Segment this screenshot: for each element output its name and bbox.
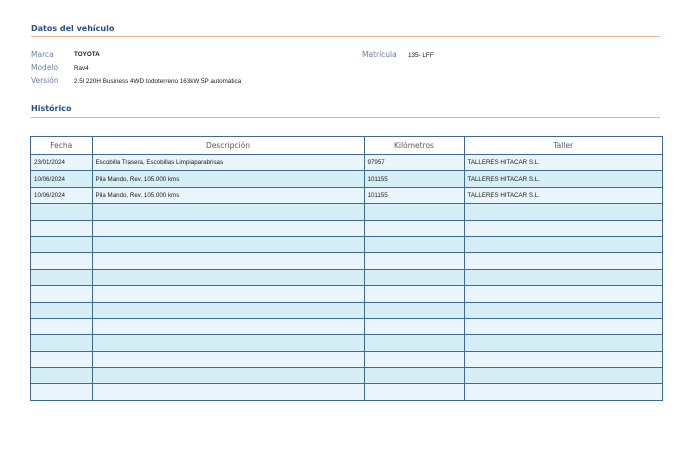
cell-fecha: 23/01/2024 [31, 155, 92, 171]
cell-descripcion [92, 253, 364, 269]
cell-kilometros [364, 368, 464, 384]
cell-descripcion [92, 318, 364, 334]
cell-taller [464, 384, 662, 400]
cell-kilometros: 101155 [364, 187, 464, 203]
table-row [31, 236, 662, 252]
table-row [31, 335, 662, 351]
cell-fecha [31, 269, 92, 285]
cell-descripcion [92, 368, 364, 384]
table-row [31, 286, 662, 302]
table-header-row [31, 137, 662, 155]
cell-fecha [31, 220, 92, 236]
column-header-taller: Taller [464, 137, 662, 155]
marca-label: Marca [31, 50, 54, 59]
cell-taller: TALLERES HITACAR S.L. [464, 155, 662, 171]
cell-taller [464, 368, 662, 384]
cell-descripcion [92, 302, 364, 318]
table-row [31, 269, 662, 285]
table-row [31, 155, 662, 171]
modelo-value: Rav4 [74, 65, 89, 72]
cell-descripcion: Escobilla Trasera, Escobillas Limpiaparabrisas [92, 155, 364, 171]
column-header-descripcion: Descripción [92, 137, 364, 155]
cell-taller [464, 335, 662, 351]
table-row [31, 351, 662, 367]
table-row [31, 253, 662, 269]
cell-fecha [31, 286, 92, 302]
cell-kilometros [364, 236, 464, 252]
cell-fecha [31, 204, 92, 220]
cell-taller [464, 286, 662, 302]
table-row [31, 368, 662, 384]
cell-descripcion [92, 351, 364, 367]
table-row [31, 171, 662, 187]
cell-kilometros [364, 302, 464, 318]
cell-fecha [31, 253, 92, 269]
cell-taller [464, 204, 662, 220]
cell-fecha [31, 351, 92, 367]
column-header-kilometros: Kilómetros [364, 137, 464, 155]
cell-fecha [31, 368, 92, 384]
table-row [31, 384, 662, 400]
cell-kilometros [364, 318, 464, 334]
table-row [31, 302, 662, 318]
cell-descripcion [92, 286, 364, 302]
cell-taller [464, 236, 662, 252]
cell-fecha [31, 335, 92, 351]
cell-descripcion [92, 384, 364, 400]
cell-taller: TALLERES HITACAR S.L. [464, 171, 662, 187]
cell-taller: TALLERES HITACAR S.L. [464, 187, 662, 203]
history-section-divider [31, 117, 660, 118]
table-row [31, 187, 662, 203]
table-row [31, 220, 662, 236]
cell-kilometros [364, 335, 464, 351]
vehicle-section-divider [31, 36, 660, 37]
cell-descripcion [92, 269, 364, 285]
cell-taller [464, 318, 662, 334]
cell-taller [464, 269, 662, 285]
cell-kilometros [364, 351, 464, 367]
cell-taller [464, 220, 662, 236]
cell-taller [464, 351, 662, 367]
cell-descripcion [92, 335, 364, 351]
table-row [31, 318, 662, 334]
cell-kilometros [364, 286, 464, 302]
cell-fecha [31, 236, 92, 252]
marca-value: TOYOTA [74, 51, 100, 58]
cell-kilometros: 97957 [364, 155, 464, 171]
cell-descripcion [92, 204, 364, 220]
cell-fecha [31, 318, 92, 334]
matricula-label: Matrícula [362, 50, 397, 59]
cell-fecha: 10/06/2024 [31, 187, 92, 203]
cell-taller [464, 253, 662, 269]
cell-kilometros [364, 384, 464, 400]
table-row [31, 204, 662, 220]
cell-kilometros [364, 253, 464, 269]
history-section-title: Histórico [31, 104, 72, 113]
cell-fecha [31, 302, 92, 318]
cell-descripcion: Pila Mando, Rev. 105.000 kms [92, 187, 364, 203]
modelo-label: Modelo [31, 63, 59, 72]
history-table [30, 136, 663, 401]
cell-fecha: 10/06/2024 [31, 171, 92, 187]
cell-descripcion [92, 220, 364, 236]
version-value: 2.5l 220H Business 4WD todoterreno 163kW 5P automática [74, 78, 242, 85]
vehicle-section-title: Datos del vehículo [31, 24, 115, 33]
cell-fecha [31, 384, 92, 400]
cell-taller [464, 302, 662, 318]
cell-descripcion: Pila Mando, Rev. 105.000 kms [92, 171, 364, 187]
matricula-value: 135- LFF [408, 52, 434, 59]
cell-kilometros: 101155 [364, 171, 464, 187]
cell-descripcion [92, 236, 364, 252]
cell-kilometros [364, 204, 464, 220]
version-label: Versión [31, 76, 59, 85]
column-header-fecha: Fecha [31, 137, 92, 155]
cell-kilometros [364, 269, 464, 285]
cell-kilometros [364, 220, 464, 236]
